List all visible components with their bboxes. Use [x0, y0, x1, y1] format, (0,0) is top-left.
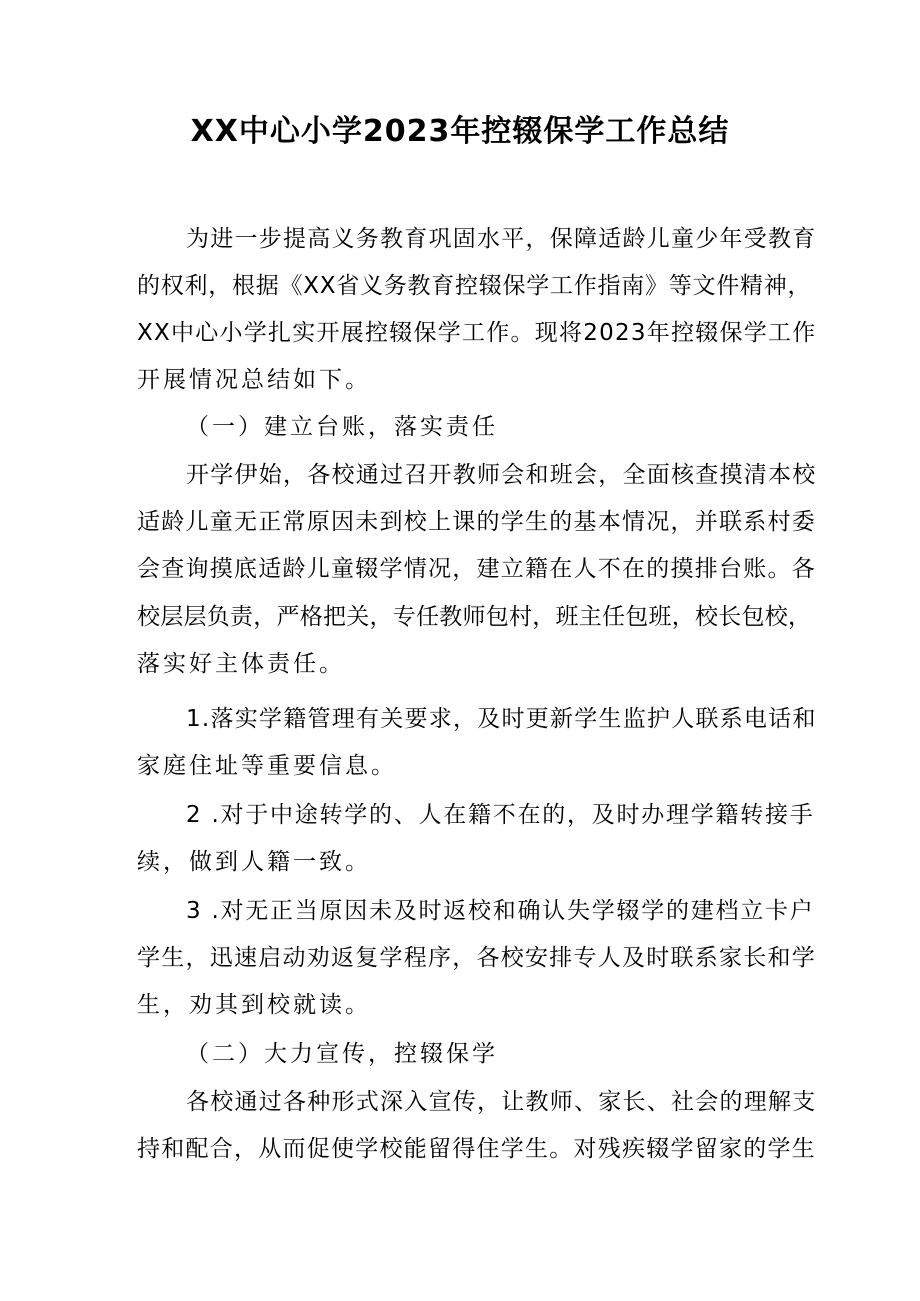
paragraph-line: 开展情况总结如下。 [137, 367, 371, 393]
section-heading-1: （一）建立台账，落实责任 [186, 414, 498, 440]
paragraph-line: 的权利，根据《XX省义务教育控辍保学工作指南》等文件精神， [137, 273, 812, 299]
section-heading-2: （二）大力宣传，控辍保学 [186, 1041, 498, 1067]
list-item-3: 3 .对无正当原因未及时返校和确认失学辍学的建档立卡户 [186, 898, 815, 924]
paragraph-line: 会查询摸底适龄儿童辍学情况，建立籍在人不在的摸排台账。各 [137, 556, 816, 582]
paragraph-line: 为进一步提高义务教育巩固水平，保障适龄儿童少年受教育 [186, 226, 817, 252]
list-item-3-cont: 学生，迅速启动劝返复学程序，各校安排专人及时联系家长和学 [137, 945, 816, 971]
paragraph-line: 各校通过各种形式深入宣传，让教师、家长、社会的理解支 [186, 1089, 817, 1115]
paragraph-line: 适龄儿童无正常原因未到校上课的学生的基本情况，并联系村委 [137, 509, 816, 535]
paragraph-line: 校层层负责，严格把关，专任教师包村，班主任包班，校长包校， [137, 604, 812, 630]
paragraph-line: 落实好主体责任。 [137, 651, 345, 677]
paragraph-line: 开学伊始，各校通过召开教师会和班会，全面核查摸清本校 [186, 462, 817, 488]
list-item-2: 2 .对于中途转学的、人在籍不在的，及时办理学籍转接手 [186, 802, 815, 828]
list-item-1: 1.落实学籍管理有关要求，及时更新学生监护人联系电话和 [186, 706, 817, 732]
document-title: XX中心小学2023年控辍保学工作总结 [190, 114, 730, 149]
paragraph-line: XX中心小学扎实开展控辍保学工作。现将2023年控辍保学工作 [137, 320, 817, 346]
list-item-2-cont: 续，做到人籍一致。 [137, 849, 371, 875]
list-item-3-cont: 生，劝其到校就读。 [137, 992, 371, 1018]
list-item-1-cont: 家庭住址等重要信息。 [137, 753, 397, 779]
paragraph-line: 持和配合，从而促使学校能留得住学生。对残疾辍学留家的学生 [137, 1136, 816, 1162]
